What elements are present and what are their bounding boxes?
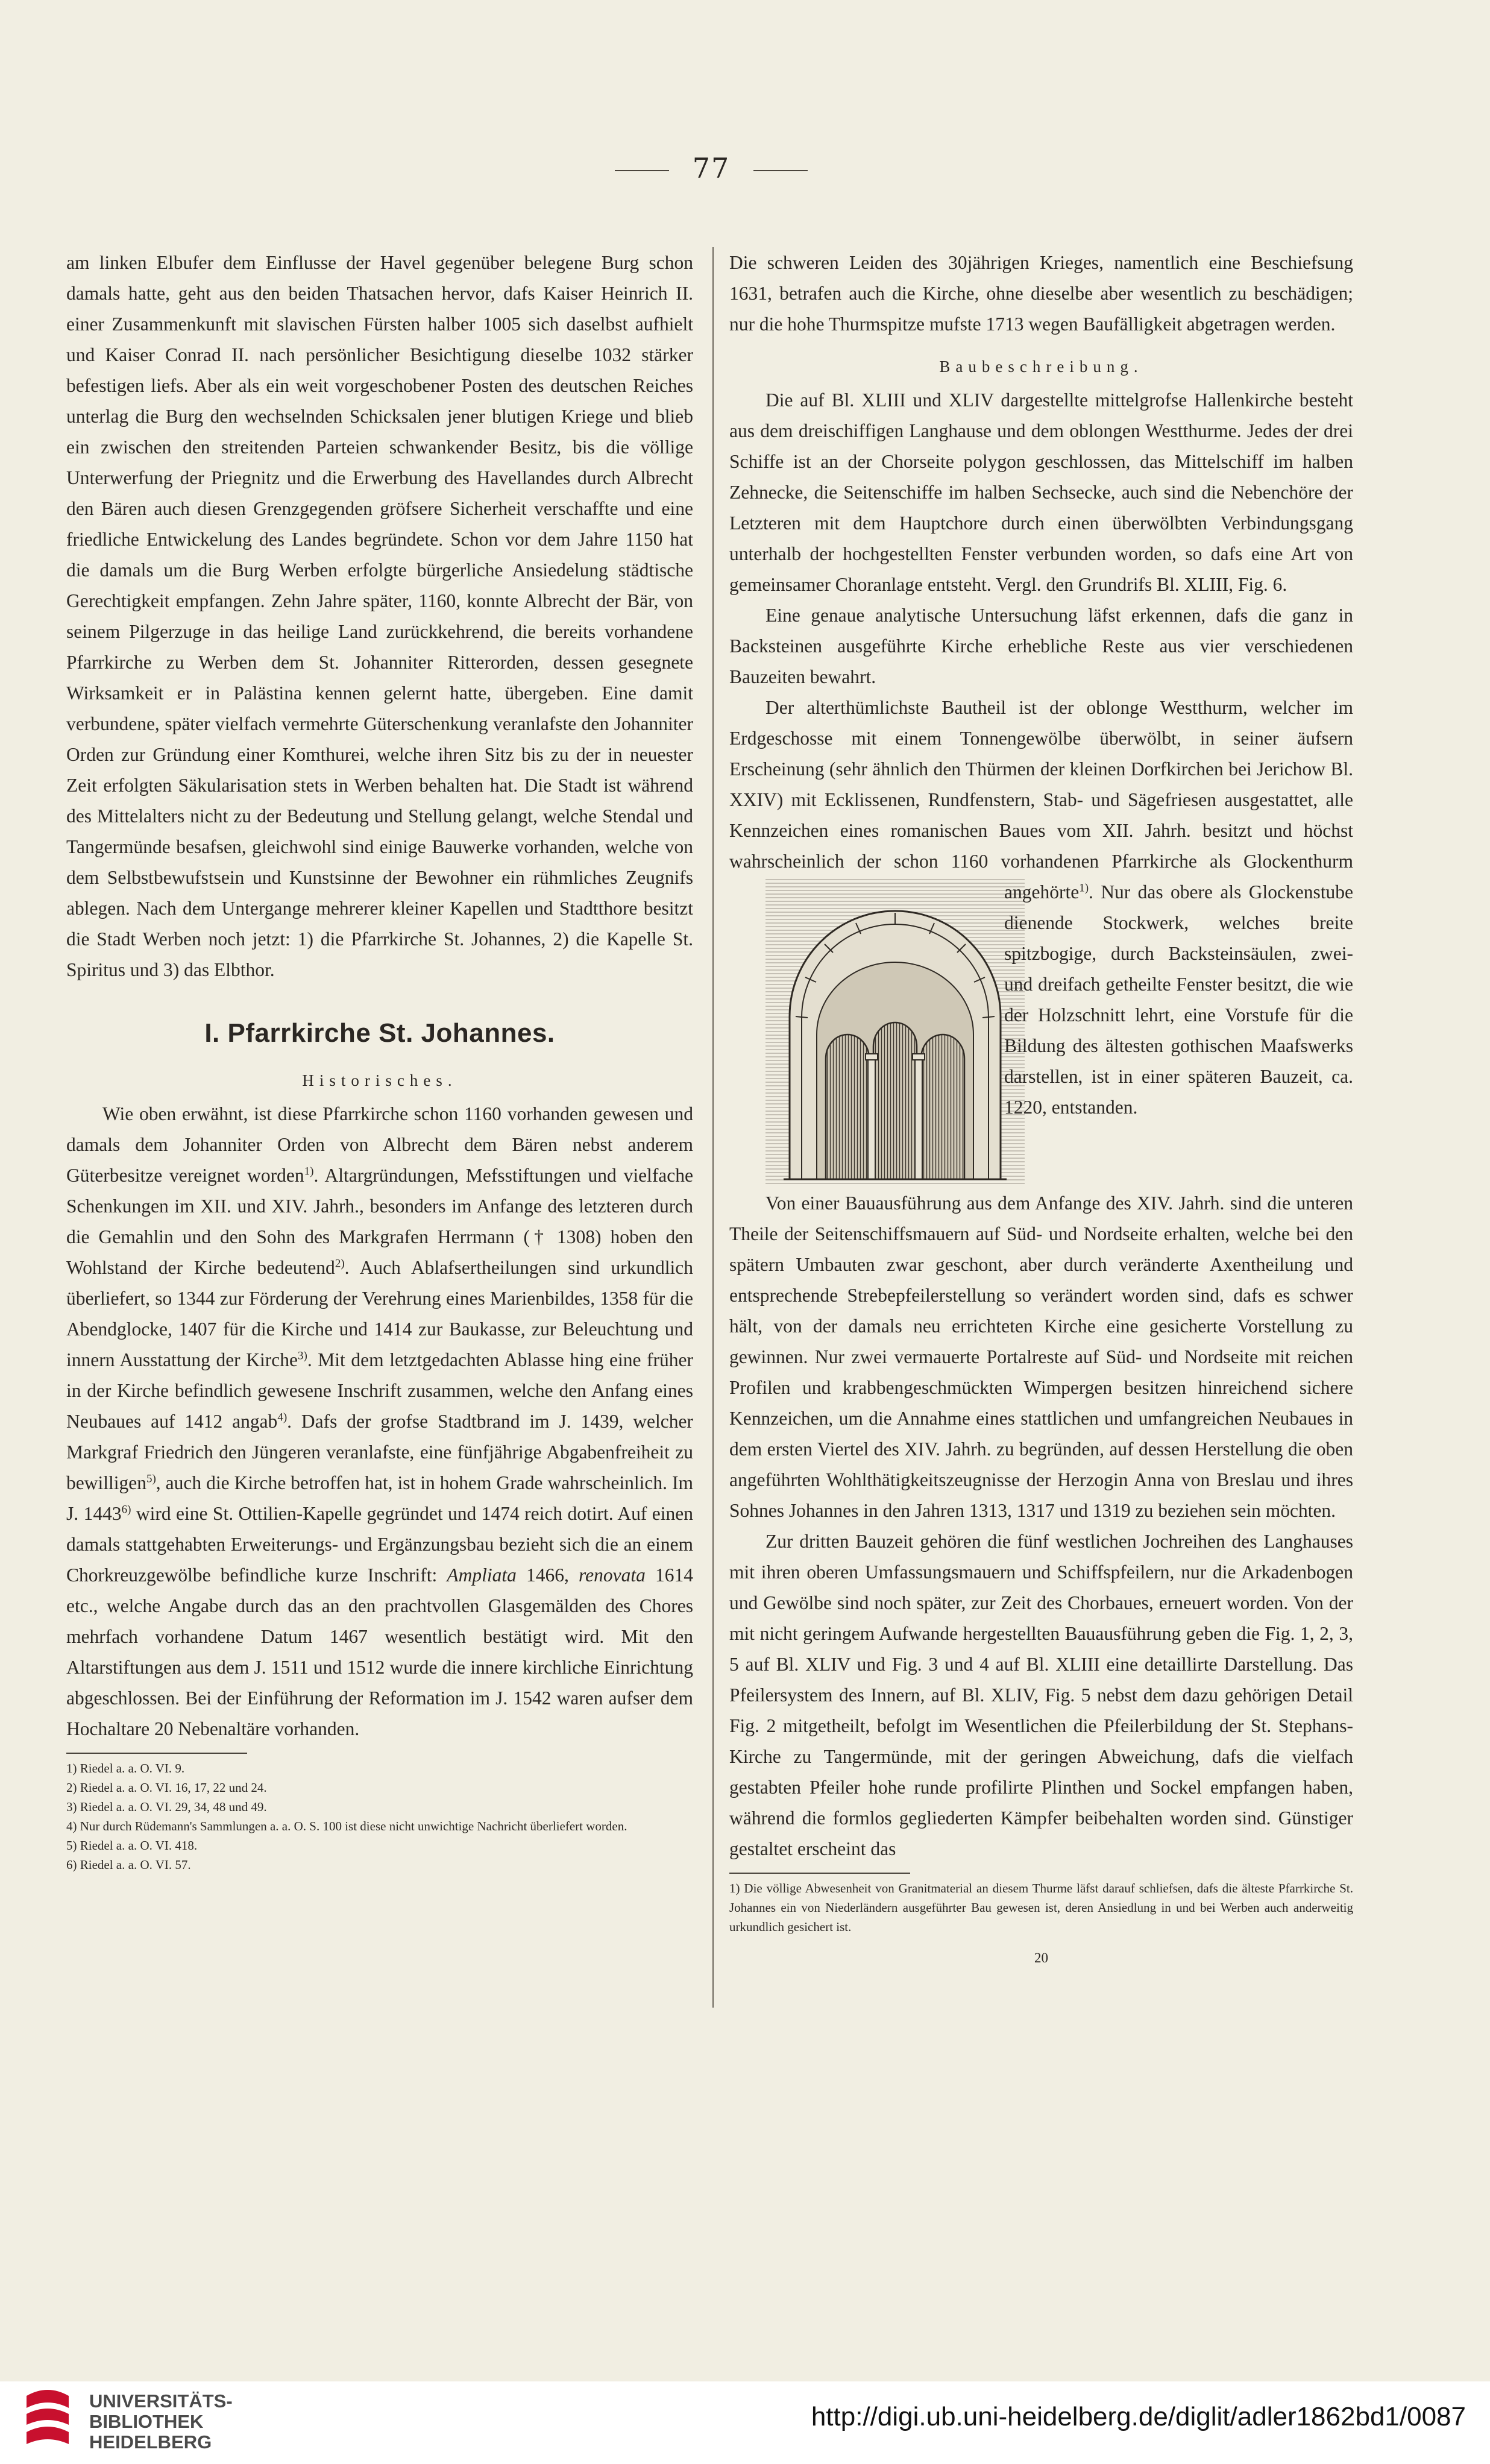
footnote-4: 4) Nur durch Rüdemann's Sammlungen a. a. O. S. 100 ist diese nicht unwichtige Nachricht überliefert worden. <box>66 1819 627 1833</box>
right-paragraph-4 <box>729 692 1353 1123</box>
intro-paragraph: am linken Elbufer dem Einflusse der Havel gegenüber belegene Burg schon damals hatte, geht aus den beiden Thatsachen hervor, dafs Kaiser Heinrich II. einer Zusammenkunft mit slavischen Fürsten halber 1005 sich daselbst aufhielt und Kaiser Conrad II. nach persönlicher Besichtigung dieselbe 1032 stärker befestigen liefs. Aber als ein weit vorgeschobener Posten des deutschen Reiches unterlag die Burg den wechselnden Schicksalen jener blutigen Kriege und blieb ein zwischen den streitenden Parteien schwankender Besitz, bis die völlige Unterwerfung der Priegnitz und die Erwerbung des Havellandes durch Albrecht den Bären auch diesen Grenzgegenden gröfsere Sicherheit verschaffte und eine friedliche Entwickelung des Landes begründete. Schon vor dem Jahre 1150 hat die damals um die Burg Werben erfolgte bürgerliche Ansiedelung städtische Gerechtigkeit empfangen. Zehn Jahre später, 1160, konnte Albrecht der Bär, von seinem Pilgerzuge in das heilige Land zurückkehrend, die bereits vorhandene Pfarrkirche zu Werben dem St. Johanniter Ritterorden, dessen gesegnete Wirksamkeit er in Palästina kennen gelernt hatte, übergeben. Eine damit verbundene, später vielfach vermehrte Güterschenkung veranlafste den Johanniter Orden zur Gründung einer Komthurei, welche ihren Sitz bis zu der in neuester Zeit erfolgten Säkularisation stets in Werben behalten hat. Die Stadt ist während des Mittelalters nicht zu der Bedeutung und Stellung gelangt, welche Stendal und Tangermünde besafsen, gleichwohl sind einige Bauwerke vorhanden, welche von dem Selbstbewufstsein und Kunstsinne der Bewohner ein rühmliches Zeugnifs ablegen. Nach dem Untergange mehrerer kleiner Kapellen und Stadtthore besitzt die Stadt Werben noch jetzt: 1) die Pfarrkirche St. Johannes, 2) die Kapelle St. Spiritus und 3) das Elbthor. <box>66 252 693 980</box>
footnote-ref: 2) <box>335 1257 345 1270</box>
footnote-5: 5) Riedel a. a. O. VI. 418. <box>66 1838 198 1853</box>
left-column <box>66 247 693 1983</box>
footnote-1: 1) Riedel a. a. O. VI. 9. <box>66 1761 185 1776</box>
library-name-line-1: UNIVERSITÄTS- <box>89 2390 233 2412</box>
footnote-ref: 4) <box>277 1411 288 1424</box>
column-number: 20 <box>1034 1950 1048 1965</box>
history-text-g: wird eine St. Ottilien-Kapelle gegründet und 1474 reich dotirt. Auf einen damals stattgehabten Erweiterungs- und Ergänzungsbau bezieht sich die an einem Chorkreuzgewölbe befindliche kurze Inschrift: <box>66 1503 693 1586</box>
subheading-historisches: Historisches. <box>302 1071 457 1089</box>
right-paragraph-2: Die auf Bl. XLIII und XLIV dargestellte mittelgrofse Hallenkirche besteht aus dem dreischiffigen Langhause und dem oblongen Westthurme. Jedes der drei Schiffe ist an der Chorseite polygon geschlossen, das Mittelschiff im halben Zehnecke, die Seitenschiffe im halben Sechsecke, auch sind die Nebenchöre der Letzteren mit dem Hauptchore durch einen überwölbten Verbindungsgang unterhalb der hochgestellten Fenster verbunden worden, so dafs eine Art von gemeinsamer Choranlage entsteht. Vergl. den Grundrifs Bl. XLIII, Fig. 6. <box>729 389 1353 595</box>
column-divider <box>712 247 714 2008</box>
right-footnotes <box>729 1873 1353 1936</box>
tower-text-b: . Nur das obere als Glockenstube dienende Stockwerk, welches breite spitzbogige, durch Backsteinsäulen, zwei- und dreifach getheilte Fenster besitzt, die wie der Holzschnitt lehrt, eine Vorstufe für die Bildung des ältesten gothischen Maafswerks darstellen, ist in einer späteren Bauzeit, ca. 1220, entstanden. <box>1004 881 1353 1118</box>
inscription-renovata: renovata <box>579 1564 646 1586</box>
history-text-b: . Altargründungen, Mefsstiftungen und vielfache Schenkungen im XII. und XIV. Jahrh., besonders im Anfange des letzteren durch die Gemahlin und den Sohn des Markgrafen Herrmann († 1308) hoben den Wohlstand der Kirche bedeutend <box>66 1165 693 1278</box>
footnote-6: 6) Riedel a. a. O. VI. 57. <box>66 1857 191 1872</box>
history-text-e: . Dafs der grofse Stadtbrand im J. 1439, welcher Markgraf Friedrich den Jüngeren veranlafste, eine fünfjährige Abgabenfreiheit zu bewilligen <box>66 1411 693 1493</box>
right-paragraph-6: Zur dritten Bauzeit gehören die fünf westlichen Jochreihen des Langhauses mit ihren oberen Umfassungsmauern und Schiffspfeilern, nur die Arkadenbogen und Gewölbe sind noch später, zur Zeit des Chorbaues, erneuert worden. Von der mit nicht geringem Aufwande hergestellten Bauausführung geben die Fig. 1, 2, 3, 5 auf Bl. XLIV und Fig. 3 und 4 auf Bl. XLIII eine detaillirte Darstellung. Das Pfeilersystem des Innern, auf Bl. XLIV, Fig. 5 nebst dem dazu gehörigen Detail Fig. 2 mitgetheilt, befolgt im Wesentlichen die Pfeilerbildung der St. Stephans-Kirche zu Tangermünde, mit der geringen Abweichung, dafs die vielfach gestabten Pfeiler hohe runde profilirte Plinthen und Sockel empfangen haben, während die formlos gegliederten Kämpfer beibehalten worden sind. Günstiger gestaltet erscheint das <box>729 1531 1353 1859</box>
footnote-ref: 1) <box>304 1165 314 1178</box>
history-text-f: , auch die Kirche betroffen hat, ist in hohem Grade wahrscheinlich. Im J. 1443 <box>66 1472 693 1524</box>
tower-text-a: Der alterthümlichste Bautheil ist der oblonge Westthurm, welcher im Erdgeschosse mit einem Tonnengewölbe überwölbt, in seiner äufsern Erscheinung (sehr ähnlich den Thürmen der kleinen Dorfkirchen bei Jerichow Bl. XXIV) mit Ecklissenen, Rundfenstern, Stab- und Sägefriesen ausgestattet, alle Kennzeichen eines romanischen Baues vom XII. Jahrh. besitzt und höchst wahrscheinlich der schon 1160 vorhandenen Pfarrkirche als Glockenthurm angehörte <box>729 697 1353 903</box>
section-title: I. Pfarrkirche St. Johannes. <box>204 1018 555 1048</box>
right-footnote: 1) Die völlige Abwesenheit von Granitmaterial an diesem Thurme läfst darauf schliefsen, dafs die älteste Pfarrkirche St. Johannes ein von Niederländern ausgeführter Bau gewesen ist, deren Ansiedlung in und bei Werben auch anderweitig urkundlich gesichert ist. <box>729 1881 1353 1934</box>
inscription-ampliata: Ampliata <box>447 1564 517 1586</box>
history-paragraph <box>66 1098 693 1744</box>
page-number: 77 <box>615 152 808 184</box>
footnote-ref: 1) <box>1079 881 1089 895</box>
subheading-baubeschreibung: Baubeschreibung. <box>939 358 1143 376</box>
right-paragraph-3: Eine genaue analytische Untersuchung läfst erkennen, dafs die ganz in Backsteinen ausgeführte Kirche erhebliche Reste aus vier verschiedenen Bauzeiten bewahrt. <box>729 605 1353 687</box>
tower-window-woodcut <box>729 878 989 1185</box>
footnote-2: 2) Riedel a. a. O. VI. 16, 17, 22 und 24. <box>66 1780 267 1795</box>
library-logo-icon <box>14 2384 81 2456</box>
library-name-line-2: BIBLIOTHEK <box>89 2411 204 2432</box>
footnote-rule <box>66 1753 247 1754</box>
right-paragraph-1: Die schweren Leiden des 30jährigen Krieges, namentlich eine Beschiefsung 1631, betrafen auch die Kirche, ohne dieselbe aber wesentlich zu beschädigen; nur die hohe Thurmspitze mufste 1713 wegen Baufälligkeit abgetragen werden. <box>729 252 1353 335</box>
history-text-a: Wie oben erwähnt, ist diese Pfarrkirche schon 1160 vorhanden gewesen und damals dem Johanniter Orden von Albrecht dem Bären nebst anderem Güterbesitze vereignet worden <box>66 1103 693 1186</box>
right-column <box>729 247 1353 1983</box>
left-footnotes <box>66 1753 693 1874</box>
right-paragraph-5: Von einer Bauausführung aus dem Anfange des XIV. Jahrh. sind die unteren Theile der Seitenschiffsmauern auf Süd- und Nordseite erhalten, welche bei den spätern Umbauten zwar geschont, aber durch veränderte Axentheilung und entsprechende Strebepfeilerstellung so verändert worden sind, dafs es schwer hält, von der damals neu errichteten Kirche eine gesicherte Vorstellung zu gewinnen. Nur zwei vermauerte Portalreste auf Süd- und Nordseite mit reichen Profilen und krabbengeschmückten Wimpergen besitzen hinreichend sichere Kennzeichen, um die Annahme eines stattlichen und umfangreichen Neubaues in dem ersten Viertel des XIV. Jahrh. zu begründen, auf dessen Herstellung die oben angeführten Wohlthätigkeitszeugnisse der Herzogin Anna von Breslau und ihres Sohnes Johannes in den Jahren 1313, 1317 und 1319 zu beziehen sein möchten. <box>729 1193 1353 1521</box>
woodcut-illustration <box>765 878 1025 1185</box>
library-name-line-3: HEIDELBERG <box>89 2431 212 2453</box>
history-text-h: 1466, <box>516 1564 579 1586</box>
library-name <box>89 2391 233 2453</box>
history-text-d: . Mit dem letztgedachten Ablasse hing eine früher in der Kirche befindlich gewesene Inschrift zusammen, welche den Anfang eines Neubaues auf 1412 angab <box>66 1349 693 1432</box>
footnote-ref: 5) <box>146 1472 156 1486</box>
footnote-rule <box>729 1873 910 1874</box>
history-text-i: 1614 etc., welche Angabe durch das an den prachtvollen Glasgemälden des Chores mehrfach vorhandene Datum 1467 wesentlich bestätigt wird. Mit den Altarstiftungen aus dem J. 1511 und 1512 wurde die innere kirchliche Einrichtung abgeschlossen. Bei der Einführung der Reformation im J. 1542 waren aufser dem Hochaltare 20 Nebenaltäre vorhanden. <box>66 1564 693 1739</box>
footer-bar <box>0 2381 1490 2464</box>
footnote-3: 3) Riedel a. a. O. VI. 29, 34, 48 und 49. <box>66 1800 267 1814</box>
history-text-c: . Auch Ablafsertheilungen sind urkundlich überliefert, so 1344 zur Förderung der Verehrung eines Marienbildes, 1358 für die Abendglocke, 1407 für die Kirche und 1414 zur Baukasse, zur Beleuchtung und innern Ausstattung der Kirche <box>66 1257 693 1370</box>
footnote-ref: 6) <box>121 1503 131 1516</box>
footnote-ref: 3) <box>297 1349 307 1363</box>
source-url-link[interactable]: http://digi.ub.uni-heidelberg.de/diglit/adler1862bd1/0087 <box>811 2402 1466 2431</box>
